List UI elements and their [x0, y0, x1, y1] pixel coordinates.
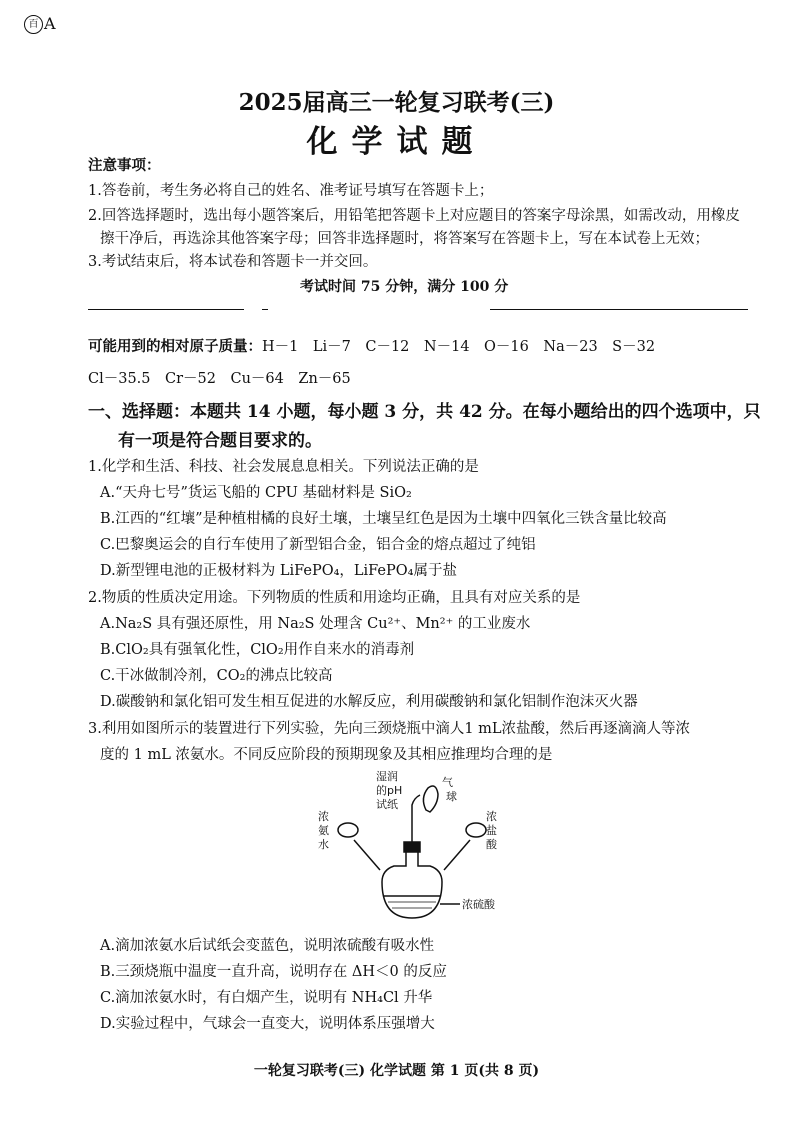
- ph-paper-label-3: 试纸: [376, 798, 398, 811]
- q3-option-b: B.三颈烧瓶中温度一直升高，说明存在 ΔH＜0 的反应: [100, 964, 447, 980]
- acid-label: 浓硫酸: [462, 898, 495, 911]
- atomic-mass-label: 可能用到的相对原子质量：: [88, 338, 262, 355]
- notice-item-2: 2.回答选择题时，选出每小题答案后，用铅笔把答题卡上对应题目的答案字母涂黑，如需改动，用橡皮: [88, 208, 740, 224]
- balloon-label-1: 气: [442, 776, 453, 789]
- exam-title: 2025届高三一轮复习联考(三): [238, 89, 555, 116]
- ph-paper-label-1: 湿润: [376, 770, 398, 783]
- q2-option-c: C.干冰做制冷剂，CO₂的沸点比较高: [100, 668, 333, 684]
- flask-body: [382, 882, 442, 918]
- paper-code-letter: A: [44, 14, 56, 33]
- hcl-label-1: 浓: [486, 810, 497, 823]
- q1-option-a: A.“天舟七号”货运飞船的 CPU 基础材料是 SiO₂: [100, 485, 412, 501]
- ammonia-label-3: 水: [318, 838, 329, 851]
- q2-option-b: B.ClO₂具有强氧化性，ClO₂用作自来水的消毒剂: [100, 642, 415, 658]
- center-stopper: [404, 842, 420, 852]
- q1-option-c: C.巴黎奥运会的自行车使用了新型铝合金，铝合金的熔点超过了纯铝: [100, 537, 536, 553]
- ammonia-label-1: 浓: [318, 810, 329, 823]
- section-heading-1: 一、选择题：本题共 14 小题，每小题 3 分，共 42 分。在每小题给出的四个选项中，只: [88, 402, 761, 422]
- divider-right: [490, 309, 748, 310]
- atomic-mass-line-1: [88, 335, 655, 356]
- q3-option-a: A.滴加浓氨水后试纸会变蓝色，说明浓硫酸有吸水性: [100, 938, 435, 954]
- divider-dash: [262, 309, 268, 310]
- q1-stem: 1.化学和生活、科技、社会发展息息相关。下列说法正确的是: [88, 459, 479, 475]
- q1-option-b: B.江西的“红壤”是种植柑橘的良好土壤，土壤呈红色是因为土壤中四氧化三铁含量比较高: [100, 511, 667, 527]
- q1-option-d: D.新型锂电池的正极材料为 LiFePO₄，LiFePO₄属于盐: [100, 563, 457, 579]
- atomic-mass-line-2: Cl－35.5 Cr－52 Cu－64 Zn－65: [88, 371, 351, 387]
- atomic-mass-values-1: H－1 Li－7 C－12 N－14 O－16 Na－23 S－32: [262, 339, 656, 355]
- hcl-label-3: 酸: [486, 838, 497, 851]
- divider-left: [88, 309, 244, 310]
- q3-stem-2: 度的 1 mL 浓氨水。不同反应阶段的预期现象及其相应推理均合理的是: [100, 747, 553, 763]
- q3-option-c: C.滴加浓氨水时，有白烟产生，说明有 NH₄Cl 升华: [100, 990, 433, 1006]
- apparatus-figure: [310, 770, 500, 930]
- notice-item-2-cont: 擦干净后，再选涂其他答案字母；回答非选择题时，将答案写在答题卡上，写在本试卷上无效；: [100, 231, 709, 247]
- ammonia-label-2: 氨: [318, 824, 329, 837]
- q3-stem-1: 3.利用如图所示的装置进行下列实验，先向三颈烧瓶中滴人1 mL浓盐酸，然后再逐滴滴人等浓: [88, 721, 691, 737]
- paper-code-mark: [24, 14, 56, 34]
- notice-heading: 注意事项：: [88, 157, 161, 174]
- subject-title: 化学试题: [306, 124, 487, 160]
- hcl-label-2: 盐: [486, 824, 497, 837]
- right-funnel: [466, 823, 486, 837]
- balloon-icon: [423, 786, 438, 812]
- q3-option-d: D.实验过程中，气球会一直变大，说明体系压强增大: [100, 1016, 435, 1032]
- ph-paper-label-2: 的pH: [376, 784, 403, 797]
- paper-code-circle: 百: [24, 15, 43, 34]
- section-heading-2: 有一项是符合题目要求的。: [118, 431, 322, 451]
- page-footer: 一轮复习联考(三) 化学试题 第 1 页(共 8 页): [253, 1063, 540, 1079]
- left-funnel: [338, 823, 358, 837]
- q2-option-d: D.碳酸钠和氯化铝可发生相互促进的水解反应，利用碳酸钠和氯化铝制作泡沫灭火器: [100, 694, 638, 710]
- balloon-label-2: 球: [446, 790, 457, 803]
- exam-time: 考试时间 75 分钟，满分 100 分: [300, 279, 509, 295]
- notice-item-3: 3.考试结束后，将本试卷和答题卡一并交回。: [88, 254, 378, 270]
- q2-option-a: A.Na₂S 具有强还原性，用 Na₂S 处理含 Cu²⁺、Mn²⁺ 的工业废水: [100, 616, 531, 632]
- notice-item-1: 1.答卷前，考生务必将自己的姓名、准考证号填写在答题卡上；: [88, 183, 494, 199]
- ph-paper: [412, 795, 420, 820]
- q2-stem: 2.物质的性质决定用途。下列物质的性质和用途均正确，且具有对应关系的是: [88, 590, 581, 606]
